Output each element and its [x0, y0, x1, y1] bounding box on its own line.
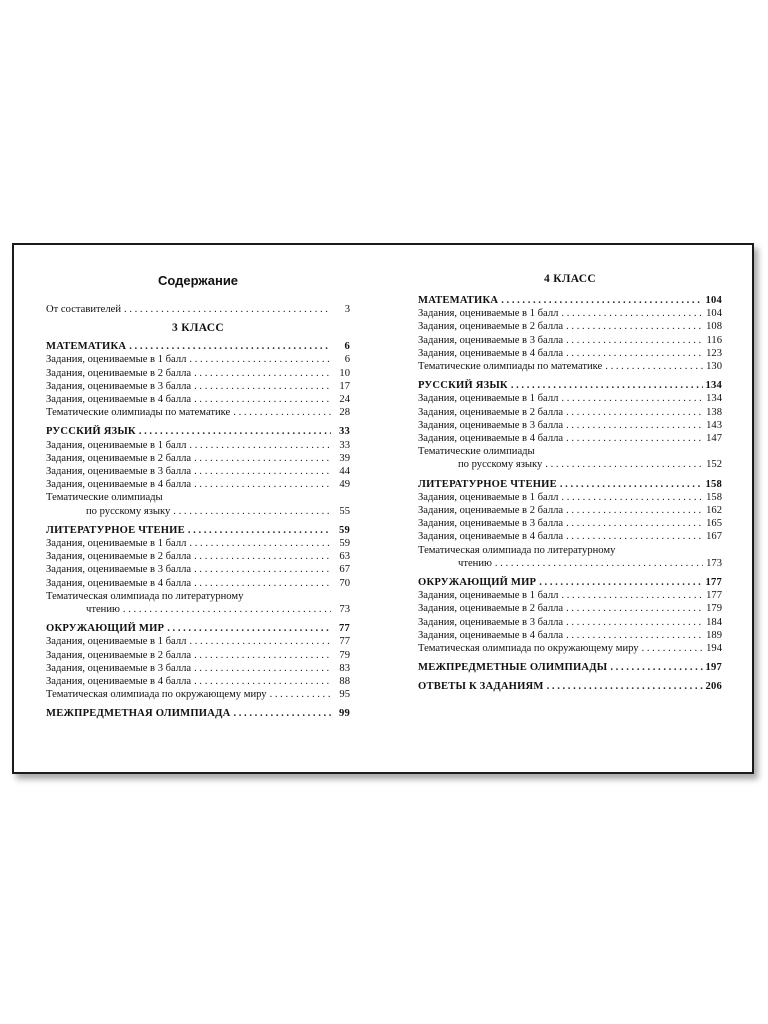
entry-label: чтению [86, 604, 120, 616]
leader-dots [566, 406, 703, 419]
entry-label: Задания, оцениваемые в 4 балла [418, 347, 564, 359]
entry-label: Тематическая олимпиада по окружающему миру [46, 689, 267, 701]
entry-label: Задания, оцениваемые в 3 балла [418, 518, 564, 530]
entry-label: Задания, оцениваемые в 4 балла [46, 394, 192, 406]
leader-dots [501, 294, 702, 307]
leader-dots [124, 303, 331, 316]
page-number: 49 [339, 479, 350, 491]
page-number: 194 [706, 643, 722, 655]
toc-entry[interactable] [418, 642, 722, 655]
leader-dots [566, 334, 703, 347]
toc-entry-intro[interactable] [46, 303, 350, 316]
entry-label: ОКРУЖАЮЩИЙ МИР [418, 577, 537, 589]
leader-dots [561, 392, 703, 405]
leader-dots [194, 478, 331, 491]
entry-label: Задания, оцениваемые в 3 балла [46, 662, 192, 674]
leader-dots [511, 379, 703, 392]
entry-label: Задания, оцениваемые в 4 балла [46, 577, 192, 589]
entry-label: Тематические олимпиады по математике [418, 361, 603, 373]
entry-label: Задания, оцениваемые в 3 балла [418, 334, 564, 346]
page-number: 28 [339, 407, 350, 419]
leader-dots [566, 517, 703, 530]
leader-dots [188, 524, 331, 537]
page-number: 147 [706, 433, 722, 445]
toc-entry[interactable] [46, 537, 350, 550]
leader-dots [189, 353, 331, 366]
leader-dots [194, 465, 331, 478]
entry-label: по русскому языку [458, 459, 543, 471]
toc-entry[interactable] [418, 616, 722, 629]
leader-dots [605, 360, 703, 373]
page-number: 206 [705, 681, 722, 693]
toc-entry[interactable] [46, 406, 350, 419]
toc-list-right [418, 273, 722, 694]
toc-entry[interactable] [46, 452, 350, 465]
toc-entry[interactable] [46, 675, 350, 688]
grade-heading: 3 КЛАСС [172, 322, 224, 335]
toc-section [46, 707, 350, 720]
toc-entry[interactable] [418, 432, 722, 445]
toc-section-heading[interactable] [46, 340, 350, 353]
page-number: 17 [339, 380, 350, 392]
leader-dots [566, 320, 703, 333]
toc-entry[interactable] [418, 458, 722, 471]
toc-entry[interactable] [418, 629, 722, 642]
leader-dots [194, 380, 331, 393]
leader-dots [194, 662, 331, 675]
toc-section [418, 576, 722, 655]
leader-dots [642, 642, 703, 655]
leader-dots [561, 307, 703, 320]
page-title: Содержание [157, 273, 239, 288]
leader-dots [123, 603, 331, 616]
page-number: 162 [706, 505, 722, 517]
toc-entry[interactable] [418, 406, 722, 419]
entry-label: Задания, оцениваемые в 1 балл [46, 538, 187, 550]
entry-label: МАТЕМАТИКА [418, 295, 499, 306]
toc-section-heading[interactable] [418, 294, 722, 307]
entry-label: Задания, оцениваемые в 2 балла [46, 452, 192, 464]
leader-dots [545, 458, 703, 471]
toc-entry[interactable] [418, 517, 722, 530]
page-number: 39 [339, 452, 350, 464]
leader-dots [194, 452, 331, 465]
book-spread [12, 243, 754, 774]
toc-entry-label-line[interactable] [46, 590, 350, 603]
entry-label: Задания, оцениваемые в 4 балла [418, 629, 564, 641]
page-number: 138 [706, 406, 722, 418]
leader-dots [566, 530, 703, 543]
page-number: 116 [706, 334, 722, 346]
page-number: 55 [339, 505, 350, 517]
toc-entry-label-line[interactable] [418, 544, 722, 557]
toc-entry[interactable] [46, 662, 350, 675]
toc-entry[interactable] [46, 550, 350, 563]
entry-label: РУССКИЙ ЯЗЫК [418, 380, 508, 392]
toc-section [418, 478, 722, 570]
entry-label: Задания, оцениваемые в 4 балла [46, 479, 192, 491]
toc-section-heading[interactable] [46, 622, 350, 635]
entry-label: Задания, оцениваемые в 4 балла [418, 433, 564, 445]
toc-entry[interactable] [418, 419, 722, 432]
entry-label: Задания, оцениваемые в 2 балла [46, 649, 192, 661]
toc-entry[interactable] [46, 649, 350, 662]
entry-label: Тематические олимпиады по математике [46, 407, 231, 419]
toc-entry-label-line[interactable] [418, 445, 722, 458]
toc-section [418, 680, 722, 693]
page-number: 152 [706, 459, 722, 471]
page-number: 59 [339, 538, 350, 550]
toc-entry[interactable] [46, 465, 350, 478]
entry-label: МЕЖПРЕДМЕТНЫЕ ОЛИМПИАДЫ [418, 662, 608, 674]
entry-label: МЕЖПРЕДМЕТНАЯ ОЛИМПИАДА [46, 708, 231, 720]
leader-dots [139, 425, 331, 438]
page-number: 95 [339, 689, 350, 701]
entry-label: Задания, оцениваемые в 2 балла [418, 321, 564, 333]
entry-label: Тематическая олимпиада по литературному [418, 544, 616, 556]
leader-dots [129, 340, 331, 353]
page-number: 67 [339, 564, 350, 576]
leader-dots [566, 347, 703, 360]
entry-label: Задания, оцениваемые в 4 балла [418, 531, 564, 543]
toc-entry[interactable] [46, 439, 350, 452]
toc-section [46, 622, 350, 701]
toc-entry[interactable] [46, 353, 350, 366]
grade-heading: 4 КЛАСС [544, 273, 596, 285]
toc-entry[interactable] [418, 530, 722, 543]
entry-label: ЛИТЕРАТУРНОЕ ЧТЕНИЕ [46, 524, 185, 536]
toc-entry[interactable] [46, 380, 350, 393]
toc-entry[interactable] [418, 320, 722, 333]
page-number: 6 [344, 341, 350, 353]
toc-entry[interactable] [418, 334, 722, 347]
entry-label: Задания, оцениваемые в 4 балла [46, 676, 192, 688]
toc-entry[interactable] [418, 491, 722, 504]
page-number: 158 [705, 478, 722, 490]
entry-label: Задания, оцениваемые в 1 балл [418, 393, 559, 405]
entry-label: Тематические олимпиады [46, 492, 163, 504]
toc-entry[interactable] [418, 360, 722, 373]
toc-entry[interactable] [46, 367, 350, 380]
leader-dots [173, 505, 331, 518]
leader-dots [189, 537, 331, 550]
entry-label: ЛИТЕРАТУРНОЕ ЧТЕНИЕ [418, 478, 557, 490]
leader-dots [194, 393, 331, 406]
entry-label: ОКРУЖАЮЩИЙ МИР [46, 623, 165, 635]
leader-dots [167, 622, 331, 635]
leader-dots [566, 616, 703, 629]
page-number: 173 [706, 557, 722, 569]
toc-entry[interactable] [418, 347, 722, 360]
leader-dots [194, 550, 331, 563]
entry-label: Задания, оцениваемые в 3 балла [418, 419, 564, 431]
leader-dots [194, 563, 331, 576]
leader-dots [194, 675, 331, 688]
entry-label: Задания, оцениваемые в 1 балл [46, 636, 187, 648]
page-number: 33 [339, 426, 350, 438]
leader-dots [270, 688, 331, 701]
page-number: 189 [706, 629, 722, 641]
entry-label: Задания, оцениваемые в 1 балл [46, 354, 187, 366]
entry-label: Задания, оцениваемые в 1 балл [418, 590, 559, 602]
page-number: 134 [705, 380, 722, 392]
toc-section-heading[interactable] [418, 379, 722, 392]
toc-entry[interactable] [418, 392, 722, 405]
page-number: 3 [344, 304, 350, 315]
page-number: 83 [339, 662, 350, 674]
leader-dots [560, 478, 703, 491]
entry-label: Тематическая олимпиада по окружающему миру [418, 643, 639, 655]
entry-label: Задания, оцениваемые в 1 балл [46, 439, 187, 451]
leader-dots [189, 439, 331, 452]
page-number: 24 [339, 394, 350, 406]
toc-section-heading[interactable] [46, 425, 350, 438]
page-number: 108 [706, 321, 722, 333]
toc-entry[interactable] [418, 602, 722, 615]
leader-dots [561, 589, 703, 602]
entry-label: Задания, оцениваемые в 2 балла [46, 551, 192, 563]
toc-section-heading[interactable] [418, 478, 722, 491]
page-number: 63 [339, 551, 350, 563]
toc-entry[interactable] [46, 563, 350, 576]
toc-list-left [46, 303, 350, 721]
entry-label: От составителей [46, 304, 122, 315]
entry-label: Задания, оцениваемые в 1 балл [418, 491, 559, 503]
toc-entry[interactable] [418, 557, 722, 570]
page-number: 130 [706, 361, 722, 373]
toc-section [46, 425, 350, 517]
entry-label: РУССКИЙ ЯЗЫК [46, 426, 136, 438]
page-number: 179 [706, 603, 722, 615]
toc-entry[interactable] [46, 603, 350, 616]
toc-entry[interactable] [46, 688, 350, 701]
page-number: 6 [344, 354, 350, 366]
toc-entry[interactable] [46, 635, 350, 648]
entry-label: Задания, оцениваемые в 2 балла [418, 505, 564, 517]
toc-section [46, 340, 350, 419]
leader-dots [194, 577, 331, 590]
toc-section [418, 294, 722, 373]
leader-dots [566, 504, 703, 517]
entry-label: Тематическая олимпиада по литературному [46, 590, 244, 602]
page-number: 99 [339, 708, 350, 720]
page-number: 177 [706, 590, 722, 602]
page-number: 88 [339, 676, 350, 688]
page-number: 143 [706, 419, 722, 431]
page-number: 59 [339, 524, 350, 536]
leader-dots [233, 707, 331, 720]
leader-dots [566, 419, 703, 432]
page-number: 104 [706, 308, 722, 320]
toc-entry[interactable] [46, 478, 350, 491]
entry-label: МАТЕМАТИКА [46, 341, 127, 353]
leader-dots [233, 406, 331, 419]
leader-dots [495, 557, 703, 570]
page-number: 77 [339, 636, 350, 648]
page-number: 167 [706, 531, 722, 543]
entry-label: чтению [458, 557, 492, 569]
entry-label: Задания, оцениваемые в 2 балла [46, 367, 192, 379]
toc-entry[interactable] [418, 589, 722, 602]
toc-sections [418, 294, 722, 694]
toc-section [418, 379, 722, 471]
toc-section-heading[interactable] [46, 524, 350, 537]
entry-label: Задания, оцениваемые в 2 балла [418, 406, 564, 418]
entry-label: Тематические олимпиады [418, 446, 535, 458]
page-number: 73 [339, 604, 350, 616]
page-number: 79 [339, 649, 350, 661]
page-number: 44 [339, 466, 350, 478]
page-number: 33 [339, 439, 350, 451]
page-number: 123 [706, 347, 722, 359]
page-number: 184 [706, 616, 722, 628]
page-number: 197 [705, 662, 722, 674]
entry-label: ОТВЕТЫ К ЗАДАНИЯМ [418, 681, 544, 693]
leader-dots [189, 635, 331, 648]
leader-dots [566, 629, 703, 642]
toc-entry-label-line[interactable] [46, 491, 350, 504]
toc-entry[interactable] [46, 393, 350, 406]
toc-section-heading[interactable] [46, 707, 350, 720]
toc-entry[interactable] [418, 307, 722, 320]
toc-section-heading[interactable] [418, 680, 722, 693]
leader-dots [566, 432, 703, 445]
page-number: 10 [339, 367, 350, 379]
page-number: 134 [706, 393, 722, 405]
entry-label: Задания, оцениваемые в 3 балла [46, 380, 192, 392]
entry-label: Задания, оцениваемые в 3 балла [46, 564, 192, 576]
entry-label: по русскому языку [86, 505, 171, 517]
page-number: 165 [706, 518, 722, 530]
entry-label: Задания, оцениваемые в 3 балла [46, 466, 192, 478]
leader-dots [194, 367, 331, 380]
toc-sections [46, 340, 350, 720]
page-number: 177 [705, 577, 722, 589]
page-number: 158 [706, 491, 722, 503]
toc-section [46, 524, 350, 616]
toc-section [418, 661, 722, 674]
toc-section-heading[interactable] [418, 576, 722, 589]
leader-dots [566, 602, 703, 615]
leader-dots [194, 649, 331, 662]
toc-section-heading[interactable] [418, 661, 722, 674]
page-number: 70 [339, 577, 350, 589]
toc-entry[interactable] [418, 504, 722, 517]
leader-dots [561, 491, 703, 504]
toc-entry[interactable] [46, 505, 350, 518]
page-number: 104 [705, 295, 722, 306]
leader-dots [539, 576, 702, 589]
leader-dots [610, 661, 702, 674]
toc-entry[interactable] [46, 577, 350, 590]
entry-label: Задания, оцениваемые в 3 балла [418, 616, 564, 628]
page-number: 77 [339, 623, 350, 635]
entry-label: Задания, оцениваемые в 2 балла [418, 603, 564, 615]
entry-label: Задания, оцениваемые в 1 балл [418, 308, 559, 320]
leader-dots [547, 680, 703, 693]
